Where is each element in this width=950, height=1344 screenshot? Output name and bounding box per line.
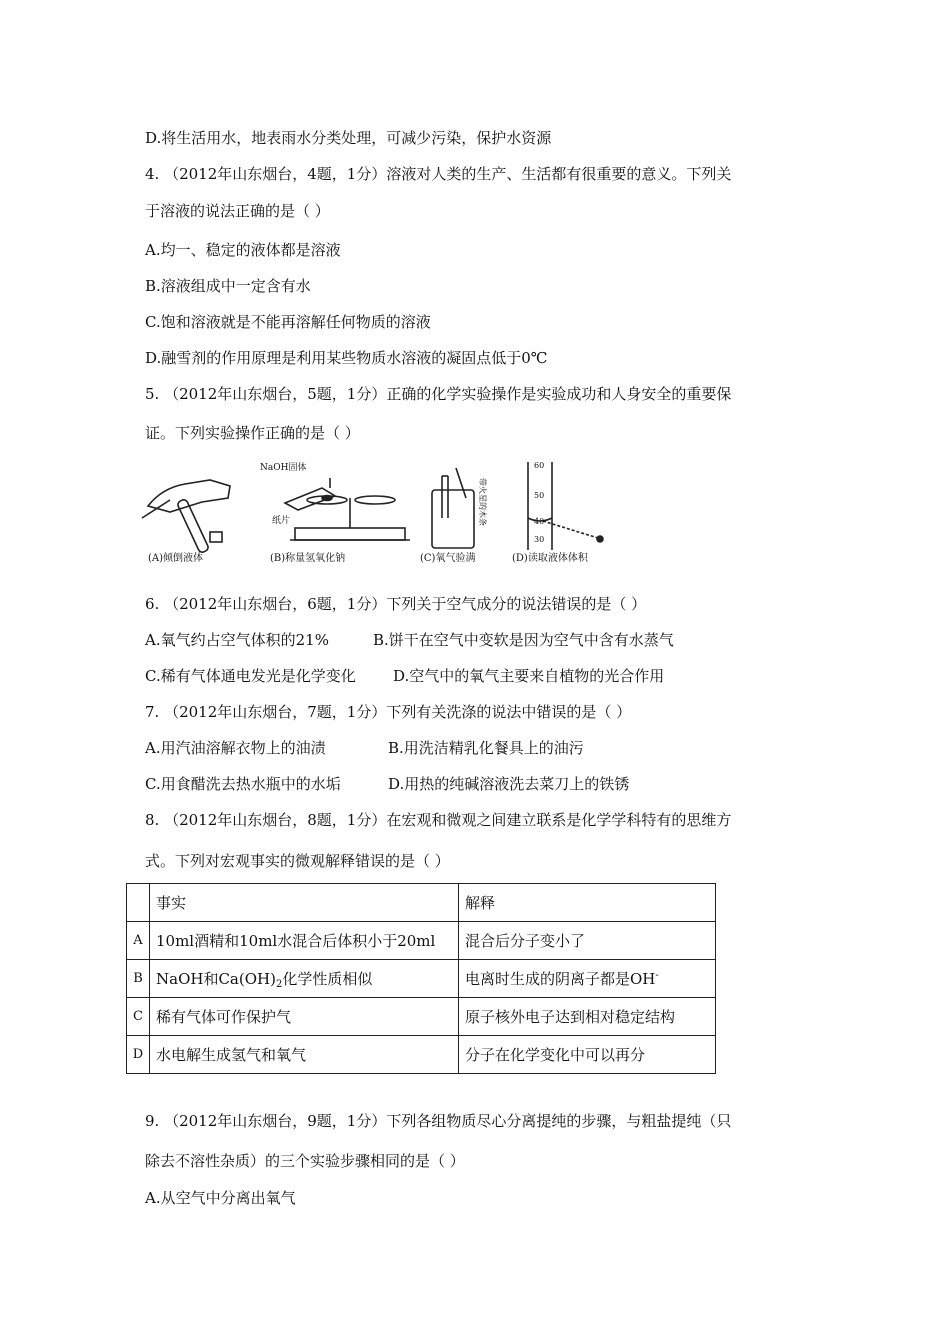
row-fact: 水电解生成氢气和氧气 xyxy=(150,1036,459,1074)
table-row xyxy=(127,1036,716,1074)
row-label: A xyxy=(127,922,150,960)
row-explain: 混合后分子变小了 xyxy=(459,922,716,960)
q7-option-b: B.用洗洁精乳化餐具上的油污 xyxy=(388,739,584,757)
row-label: C xyxy=(127,998,150,1036)
row-label: B xyxy=(127,960,150,998)
row-explain: 原子核外电子达到相对稳定结构 xyxy=(459,998,716,1036)
row-explain: 分子在化学变化中可以再分 xyxy=(459,1036,716,1074)
q5-stem-line2: 证。下列实验操作正确的是（ ） xyxy=(145,424,360,442)
q6-stem: 6. （2012年山东烟台，6题，1分）下列关于空气成分的说法错误的是（ ） xyxy=(145,595,647,613)
q6-option-b: B.饼干在空气中变软是因为空气中含有水蒸气 xyxy=(373,631,674,649)
table-row xyxy=(127,998,716,1036)
q9-stem-line1: 9. （2012年山东烟台，9题，1分）下列各组物质尽心分离提纯的步骤，与粗盐提纯（只 xyxy=(145,1112,732,1130)
caption-a: (A)倾倒液体 xyxy=(148,553,204,564)
table-header-explain: 解释 xyxy=(459,884,716,922)
caption-d: (D)读取液体体积 xyxy=(512,553,588,564)
table-header-row xyxy=(127,884,716,922)
table-header-label xyxy=(127,884,150,922)
row-explain: 电离时生成的阴离子都是OH- xyxy=(459,960,716,998)
q4-stem-line1: 4. （2012年山东烟台，4题，1分）溶液对人类的生产、生活都有很重要的意义。下列关 xyxy=(145,165,732,183)
q9-option-a: A.从空气中分离出氧气 xyxy=(145,1189,296,1207)
splint-label: 带火星的木条 xyxy=(478,478,487,526)
caption-b: (B)称量氢氧化钠 xyxy=(270,553,346,564)
q7-stem: 7. （2012年山东烟台，7题，1分）下列有关洗涤的说法中错误的是（ ） xyxy=(145,703,632,721)
q4-option-d: D.融雪剂的作用原理是利用某些物质水溶液的凝固点低于0℃ xyxy=(145,349,548,367)
q4-option-a: A.均一、稳定的液体都是溶液 xyxy=(145,241,341,259)
q4-stem-line2: 于溶液的说法正确的是（ ） xyxy=(145,202,330,220)
table-row xyxy=(127,922,716,960)
q6-option-c: C.稀有气体通电发光是化学变化 xyxy=(145,667,356,685)
q7-option-d: D.用热的纯碱溶液洗去菜刀上的铁锈 xyxy=(388,775,630,793)
row-fact: 10ml酒精和10ml水混合后体积小于20ml xyxy=(150,922,459,960)
q5-stem-line1: 5. （2012年山东烟台，5题，1分）正确的化学实验操作是实验成功和人身安全的重要保 xyxy=(145,385,732,403)
row-fact: NaOH和$Ca(OH)_2$化学性质相似 xyxy=(150,960,459,998)
scale-40: 40 xyxy=(534,517,545,526)
q8-stem-line1: 8. （2012年山东烟台，8题，1分）在宏观和微观之间建立联系是化学学科特有的思维方 xyxy=(145,811,732,829)
q6-option-d: D.空气中的氧气主要来自植物的光合作用 xyxy=(393,667,665,685)
scale-60: 60 xyxy=(534,461,545,470)
q7-option-a: A.用汽油溶解衣物上的油渍 xyxy=(145,739,326,757)
q8-stem-line2: 式。下列对宏观事实的微观解释错误的是（ ） xyxy=(145,852,450,870)
paper-label: 纸片 xyxy=(272,516,291,526)
row-fact: 稀有气体可作保护气 xyxy=(150,998,459,1036)
q4-option-b: B.溶液组成中一定含有水 xyxy=(145,277,311,295)
q9-stem-line2: 除去不溶性杂质）的三个实验步骤相同的是（ ） xyxy=(145,1152,465,1170)
scale-50: 50 xyxy=(534,491,545,500)
table-row xyxy=(127,960,716,998)
q7-option-c: C.用食醋洗去热水瓶中的水垢 xyxy=(145,775,341,793)
q6-option-a: A.氧气约占空气体积的21% xyxy=(145,631,329,649)
q3-option-d: D.将生活用水，地表雨水分类处理，可减少污染，保护水资源 xyxy=(145,129,552,147)
caption-c: (C)氧气验满 xyxy=(420,553,476,564)
scale-30: 30 xyxy=(534,535,545,544)
q8-table xyxy=(126,883,716,1074)
naoh-label: NaOH固体 xyxy=(260,463,307,473)
row-label: D xyxy=(127,1036,150,1074)
q4-option-c: C.饱和溶液就是不能再溶解任何物质的溶液 xyxy=(145,313,431,331)
table-header-fact: 事实 xyxy=(150,884,459,922)
lab-operations-figure xyxy=(140,458,610,570)
